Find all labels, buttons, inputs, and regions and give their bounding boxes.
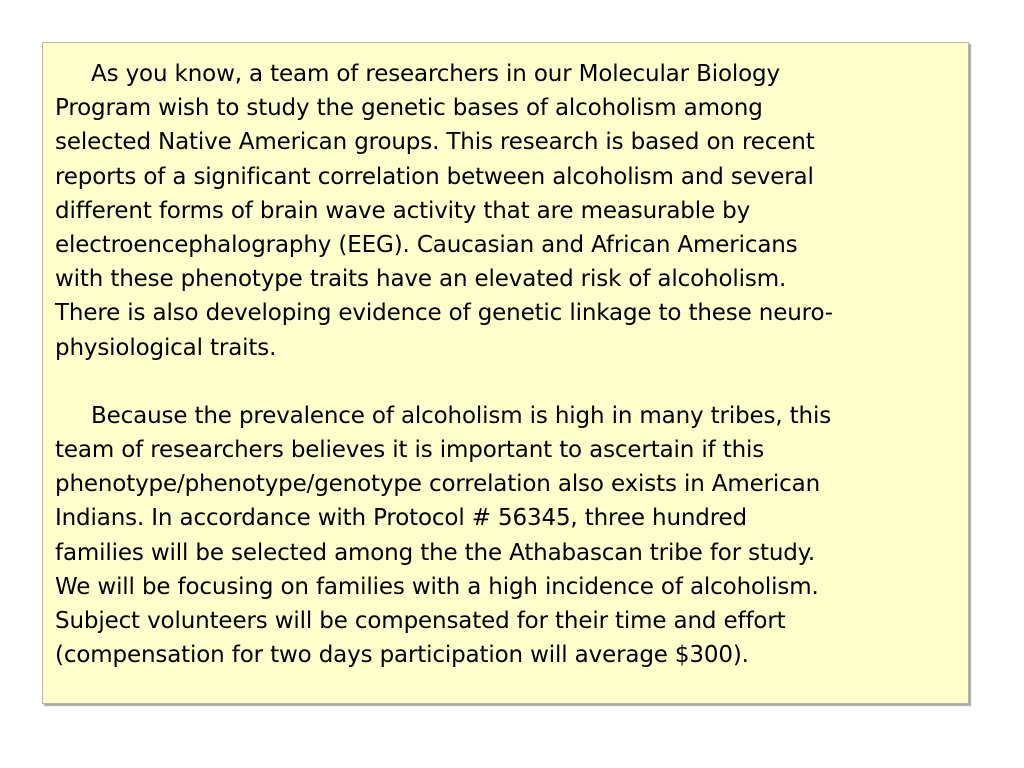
paragraph-line: Subject volunteers will be compensated for their time and effort	[55, 608, 786, 635]
paragraph-line: reports of a significant correlation between alcoholism and several	[55, 163, 814, 190]
paragraph-line: Program wish to study the genetic bases of alcoholism among	[55, 95, 763, 122]
paragraph-line: team of researchers believes it is important to ascertain if this	[55, 437, 765, 464]
paragraph-line: We will be focusing on families with a high incidence of alcoholism.	[55, 573, 819, 600]
text-box	[42, 42, 969, 704]
paragraph-line: Because the prevalence of alcoholism is high in many tribes, this	[91, 402, 832, 429]
paragraph-line: (compensation for two days participation will average $300).	[55, 642, 749, 669]
paragraph-2	[55, 399, 968, 673]
paragraph-line: There is also developing evidence of genetic linkage to these neuro-	[55, 300, 833, 327]
paragraph-line: selected Native American groups. This research is based on recent	[55, 129, 815, 156]
paragraph-line: electroencephalography (EEG). Caucasian and African Americans	[55, 232, 798, 259]
paragraph-line: different forms of brain wave activity that are measurable by	[55, 197, 751, 224]
paragraph-1	[55, 57, 968, 365]
paragraph-line: Indians. In accordance with Protocol # 56345, three hundred	[55, 505, 747, 532]
paragraph-line: families will be selected among the the Athabascan tribe for study.	[55, 539, 816, 566]
paragraph-line: with these phenotype traits have an elevated risk of alcoholism.	[55, 266, 787, 293]
paragraph-line: phenotype/phenotype/genotype correlation also exists in American	[55, 471, 821, 498]
paragraph-line: As you know, a team of researchers in our Molecular Biology	[91, 61, 780, 87]
paragraph-line: physiological traits.	[55, 334, 277, 361]
